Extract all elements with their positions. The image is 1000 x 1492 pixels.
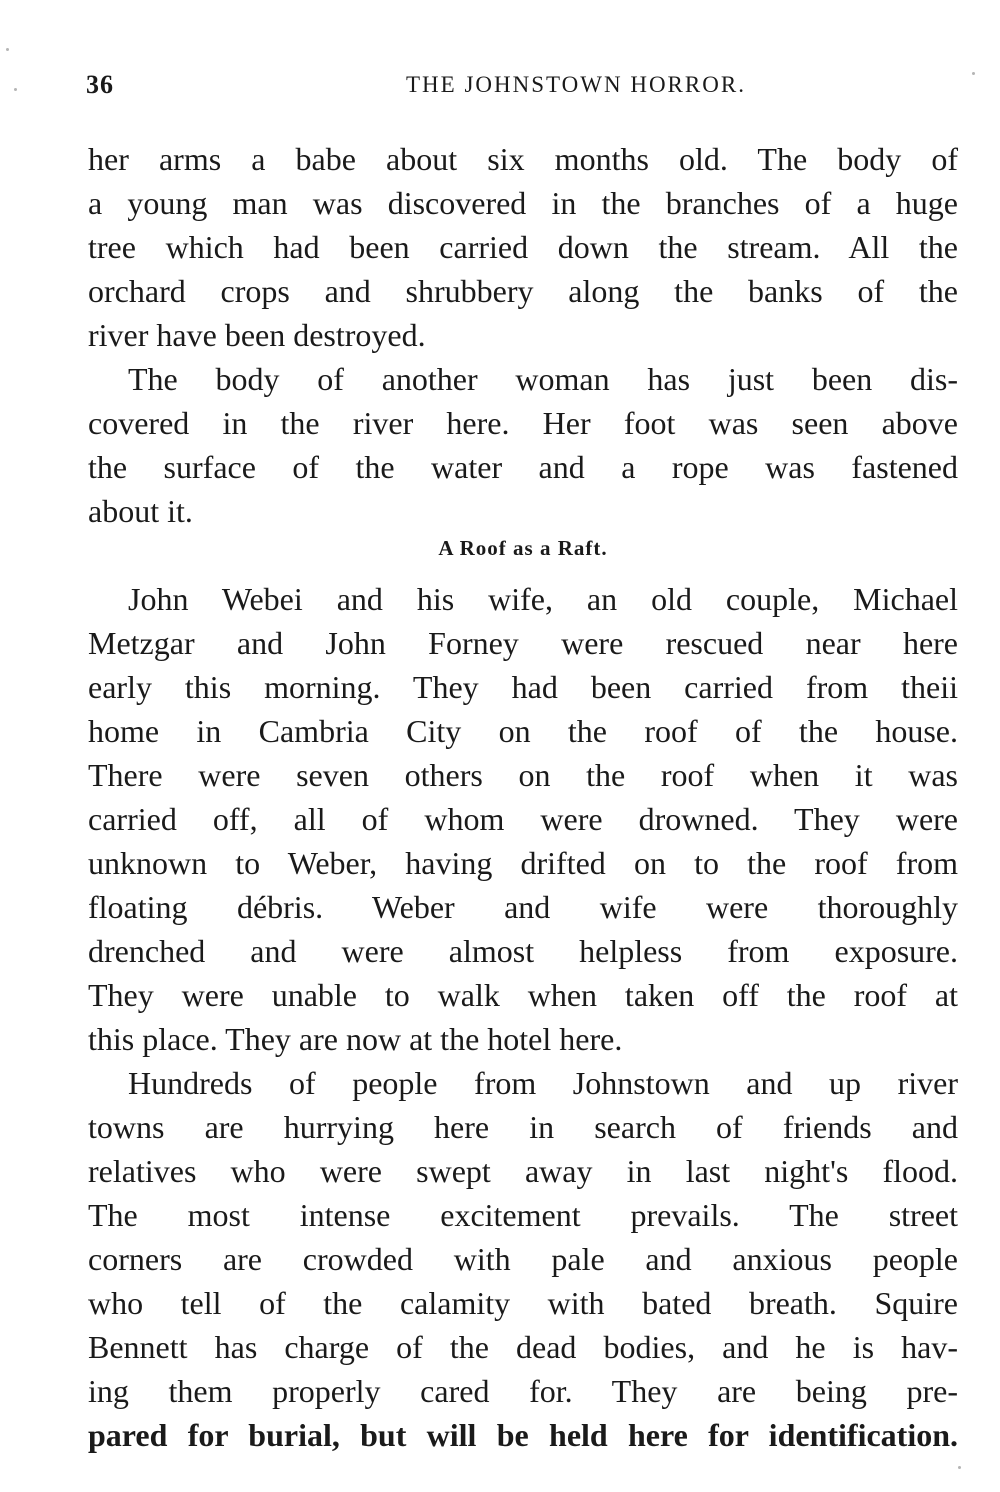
text-line: early this morning. They had been carried from theii: [88, 669, 958, 705]
text-line: her arms a babe about six months old. The body of: [88, 141, 958, 177]
text-line: about it.: [88, 493, 193, 529]
scan-speck: [972, 72, 975, 75]
text-line: the surface of the water and a rope was fastened: [88, 449, 958, 485]
text-line: a young man was discovered in the branches of a huge: [88, 185, 958, 221]
scan-speck: [6, 48, 9, 51]
text-line: towns are hurrying here in search of friends and: [88, 1109, 958, 1145]
text-line: ing them properly cared for. They are being pre-: [88, 1373, 958, 1409]
text-line: The most intense excitement prevails. The street: [88, 1197, 958, 1233]
running-head-title: THE JOHNSTOWN HORROR.: [406, 72, 746, 97]
scan-speck: [14, 88, 17, 91]
text-line: corners are crowded with pale and anxious people: [88, 1241, 958, 1277]
text-line: pared for burial, but will be held here for identification.: [88, 1417, 958, 1453]
text-line: drenched and were almost helpless from exposure.: [88, 933, 958, 969]
text-line: They were unable to walk when taken off the roof at: [88, 977, 958, 1013]
page-header: [86, 70, 958, 110]
text-line: The body of another woman has just been dis-: [128, 361, 958, 397]
page-number: 36: [86, 70, 114, 99]
text-line: who tell of the calamity with bated breath. Squire: [88, 1285, 958, 1321]
section-subheading: A Roof as a Raft.: [438, 536, 608, 560]
text-line: unknown to Weber, having drifted on to the roof from: [88, 845, 958, 881]
text-line: There were seven others on the roof when it was: [88, 757, 958, 793]
text-line: covered in the river here. Her foot was seen above: [88, 405, 958, 441]
text-line: river have been destroyed.: [88, 317, 426, 353]
text-line: tree which had been carried down the stream. All the: [88, 229, 958, 265]
text-line: orchard crops and shrubbery along the banks of the: [88, 273, 958, 309]
text-line: relatives who were swept away in last night's flood.: [88, 1153, 958, 1189]
text-line: John Webei and his wife, an old couple, Michael: [128, 581, 958, 617]
text-line: Metzgar and John Forney were rescued near here: [88, 625, 958, 661]
text-line: floating débris. Weber and wife were thoroughly: [88, 889, 958, 925]
text-line: carried off, all of whom were drowned. They were: [88, 801, 958, 837]
text-line: Hundreds of people from Johnstown and up river: [128, 1065, 958, 1101]
text-line: Bennett has charge of the dead bodies, and he is hav-: [88, 1329, 958, 1365]
scan-speck: [958, 1466, 961, 1469]
text-line: home in Cambria City on the roof of the house.: [88, 713, 958, 749]
text-line: this place. They are now at the hotel here.: [88, 1021, 623, 1057]
